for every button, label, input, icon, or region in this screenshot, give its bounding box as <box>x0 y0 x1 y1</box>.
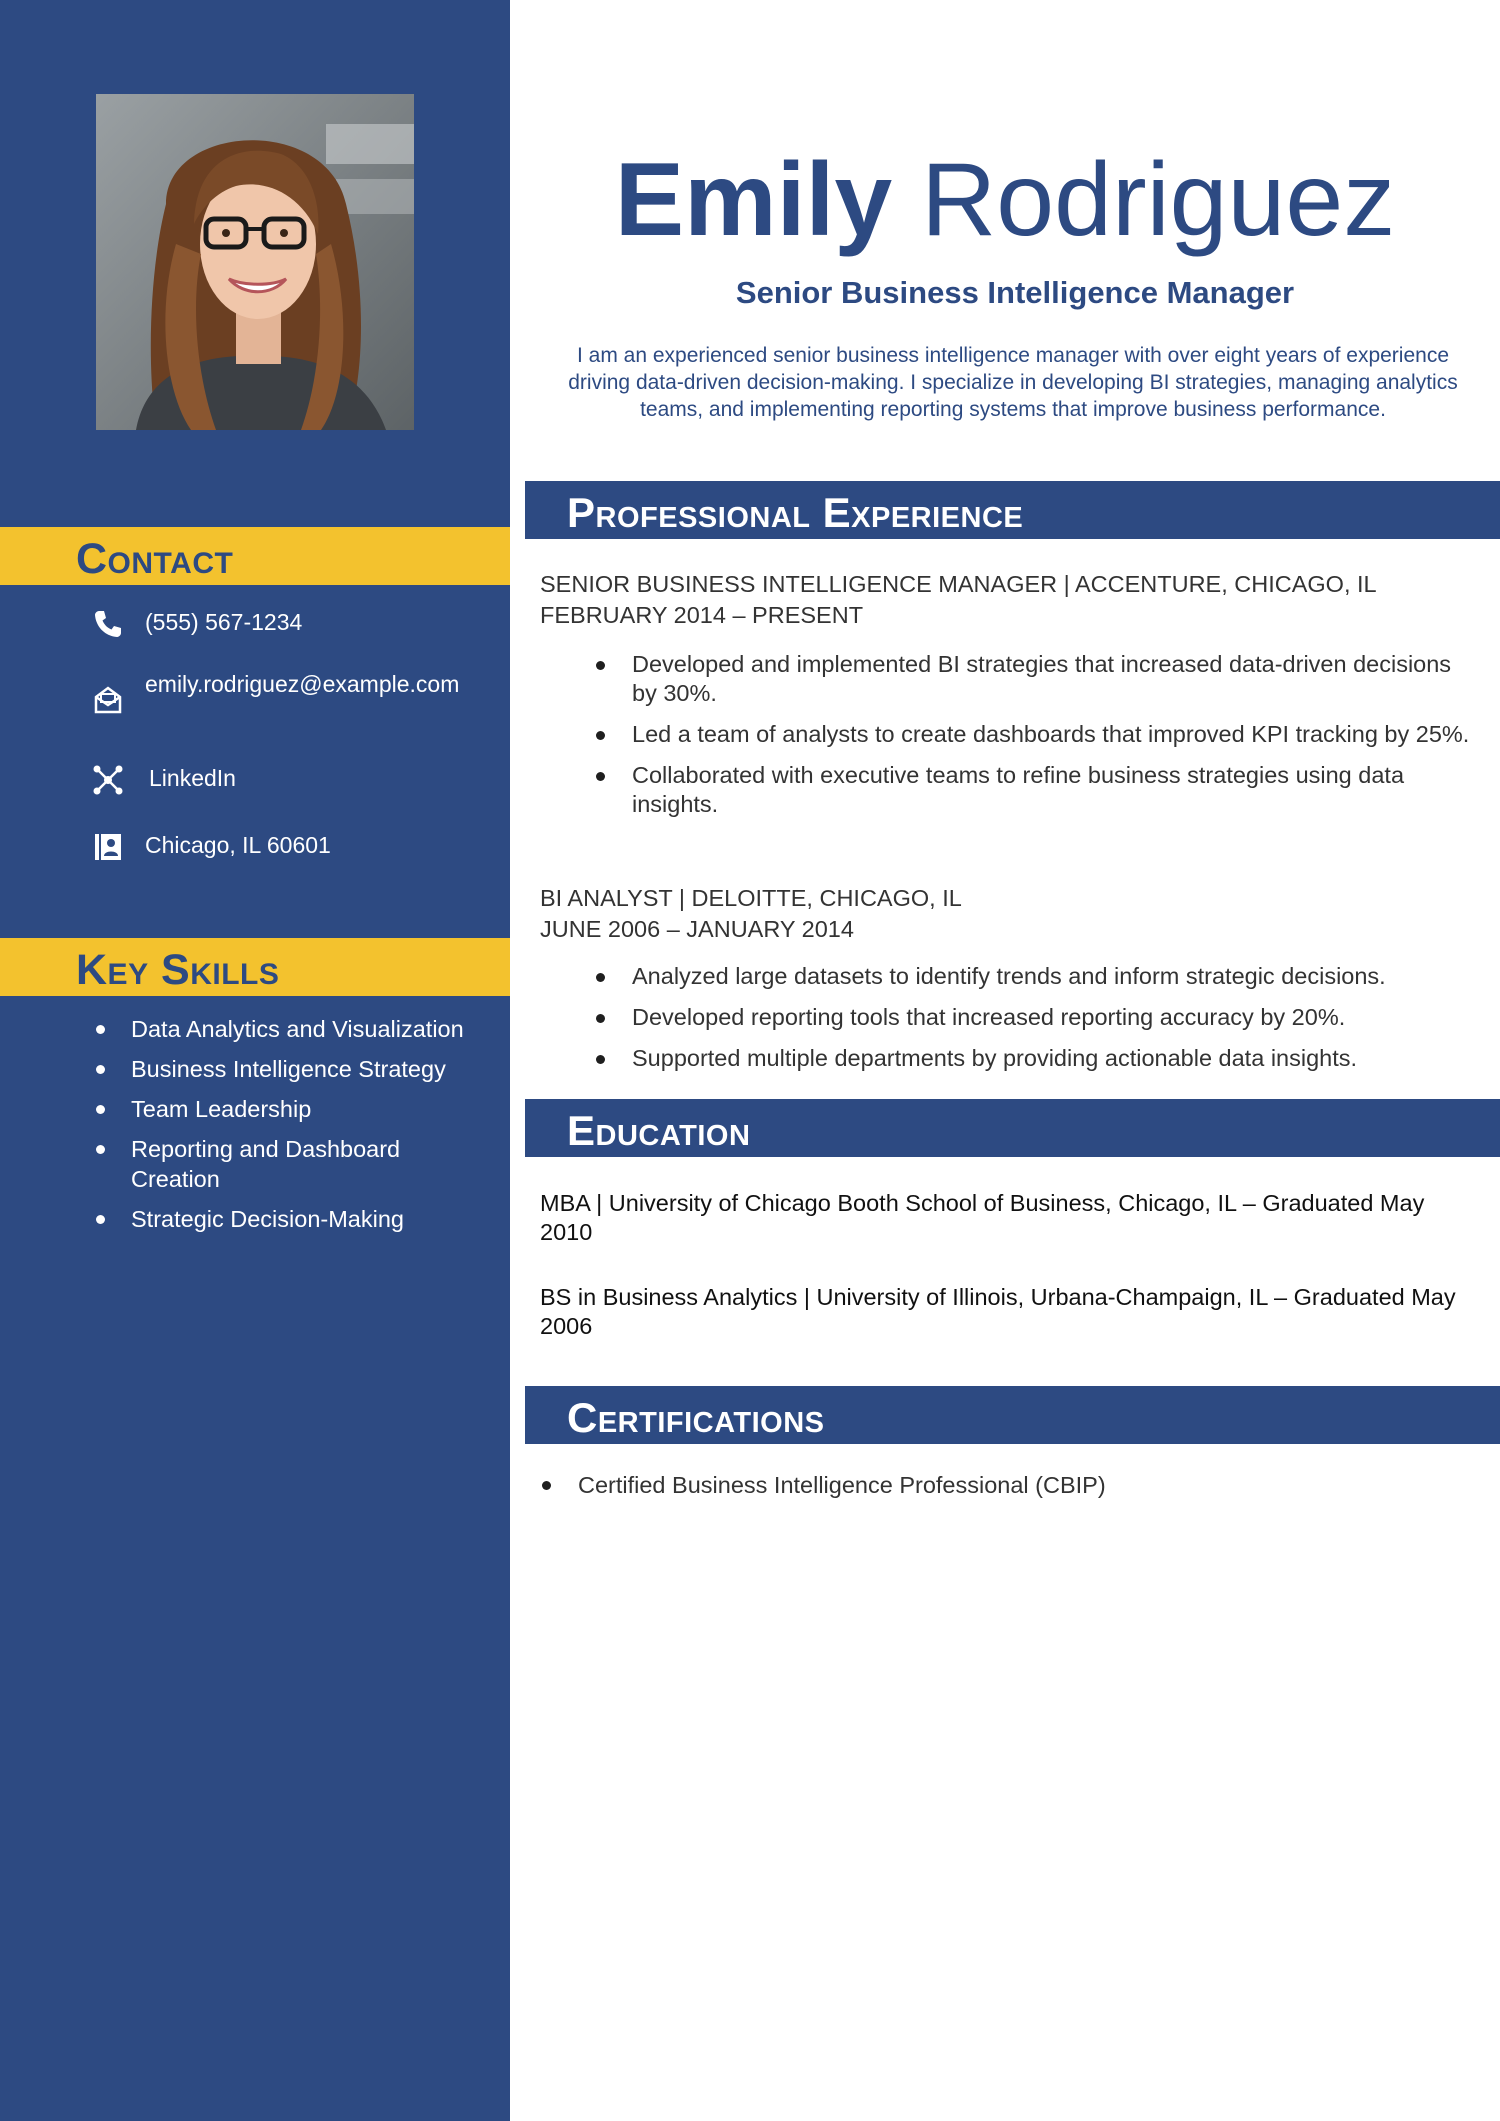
email-text[interactable]: emily.rodriguez@example.com <box>145 671 460 697</box>
job-bullet: Led a team of analysts to create dashboards that improved KPI tracking by 25%. <box>596 720 1476 749</box>
address-icon <box>92 831 126 865</box>
skills-list <box>92 1014 492 1244</box>
job-bullet: Developed reporting tools that increased reporting accuracy by 20%. <box>596 1003 1476 1032</box>
certifications-heading-band <box>525 1386 1500 1444</box>
job-bullet: Analyzed large datasets to identify trends and inform strategic decisions. <box>596 962 1476 991</box>
job-header <box>540 569 1480 631</box>
first-name: Emily <box>614 142 893 258</box>
sidebar <box>0 0 510 2121</box>
skill-item: Reporting and Dashboard Creation <box>92 1134 492 1194</box>
linkedin-icon <box>92 764 126 798</box>
job-bullet: Developed and implemented BI strategies that increased data-driven decisions by 30%. <box>596 650 1476 708</box>
phone-icon <box>92 608 126 642</box>
phone-text[interactable]: (555) 567-1234 <box>145 609 303 635</box>
skills-heading-band <box>0 938 510 996</box>
job-bullet: Collaborated with executive teams to refine business strategies using data insights. <box>596 761 1476 819</box>
job-bullet: Supported multiple departments by providing actionable data insights. <box>596 1044 1476 1073</box>
contact-heading: Contact <box>76 535 234 583</box>
certifications-list <box>540 1470 1480 1500</box>
linkedin-text[interactable]: LinkedIn <box>149 765 236 791</box>
experience-heading-band <box>525 481 1500 539</box>
job-bullets <box>596 962 1476 1085</box>
summary: I am an experienced senior business intelligence manager with over eight years of experience driving data-driven decision-making. I specialize in developing BI strategies, managing analytics teams, and implementing reporting systems that improve business performance. <box>568 344 1458 421</box>
job-bullets <box>596 650 1476 831</box>
education-heading: Education <box>567 1107 751 1154</box>
certification-item: Certified Business Intelligence Professional (CBIP) <box>540 1470 1480 1500</box>
education-entry: MBA | University of Chicago Booth School of Business, Chicago, IL – Graduated May 2010 <box>540 1190 1425 1245</box>
skills-heading: Key Skills <box>76 946 280 994</box>
job-dates: FEBRUARY 2014 – PRESENT <box>540 602 864 628</box>
skill-item: Data Analytics and Visualization <box>92 1014 492 1044</box>
experience-heading: Professional Experience <box>567 489 1024 536</box>
contact-heading-band <box>0 527 510 585</box>
job-dates: JUNE 2006 – JANUARY 2014 <box>540 916 854 942</box>
profile-photo <box>96 94 414 430</box>
skill-item: Team Leadership <box>92 1094 492 1124</box>
portrait-photo-icon <box>96 94 414 430</box>
job-title: Senior Business Intelligence Manager <box>735 275 1295 310</box>
certifications-heading: Certifications <box>567 1394 825 1441</box>
education-heading-band <box>525 1099 1500 1157</box>
skill-item: Strategic Decision-Making <box>92 1204 492 1234</box>
last-name: Rodriguez <box>921 142 1396 258</box>
skill-item: Business Intelligence Strategy <box>92 1054 492 1084</box>
education-entry: BS in Business Analytics | University of Illinois, Urbana-Champaign, IL – Graduated May 2006 <box>540 1284 1456 1339</box>
job-title-line: BI ANALYST | DELOITTE, CHICAGO, IL <box>540 885 962 911</box>
candidate-name <box>510 140 1500 260</box>
address-text: Chicago, IL 60601 <box>145 832 331 858</box>
email-icon <box>92 684 126 718</box>
job-title-line: SENIOR BUSINESS INTELLIGENCE MANAGER | ACCENTURE, CHICAGO, IL <box>540 571 1377 597</box>
job-header <box>540 883 1480 945</box>
